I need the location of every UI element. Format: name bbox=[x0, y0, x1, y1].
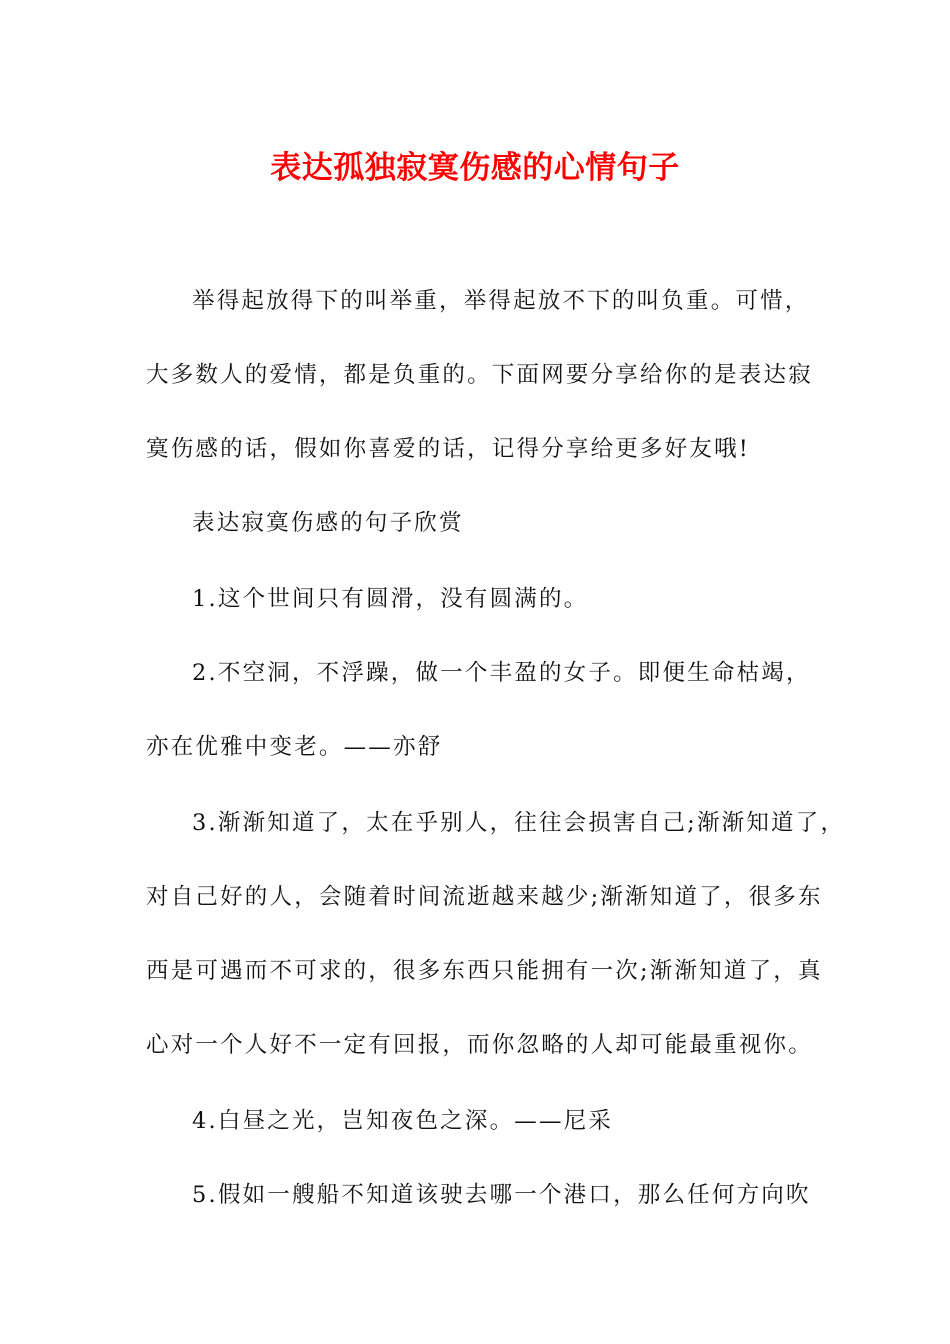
section-heading: 表达寂寞伤感的句子欣赏 bbox=[192, 510, 464, 536]
list-item: 3.渐渐知道了，太在乎别人，往往会损害自己;渐渐知道了， bbox=[192, 810, 846, 836]
list-item: 2.不空洞，不浮躁，做一个丰盈的女子。即便生命枯竭， bbox=[192, 660, 811, 686]
paragraph-line: 心对一个人好不一定有回报，而你忽略的人却可能最重视你。 bbox=[146, 1032, 813, 1058]
paragraph-line: 亦在优雅中变老。——亦舒 bbox=[146, 734, 443, 760]
list-item: 4.白昼之光，岂知夜色之深。——尼采 bbox=[192, 1108, 614, 1134]
list-item: 5.假如一艘船不知道该驶去哪一个港口，那么任何方向吹 bbox=[192, 1182, 811, 1208]
paragraph-line: 寞伤感的话，假如你喜爱的话，记得分享给更多好友哦! bbox=[146, 436, 751, 462]
list-item: 1.这个世间只有圆滑，没有圆满的。 bbox=[192, 586, 589, 612]
paragraph-line: 西是可遇而不可求的，很多东西只能拥有一次;渐渐知道了，真 bbox=[146, 958, 823, 984]
paragraph-line: 对自己好的人，会随着时间流逝越来越少;渐渐知道了，很多东 bbox=[146, 884, 823, 910]
page-title: 表达孤独寂寞伤感的心情句子 bbox=[270, 150, 680, 186]
paragraph-line: 举得起放得下的叫举重，举得起放不下的叫负重。可惜， bbox=[192, 288, 810, 314]
paragraph-line: 大多数人的爱情，都是负重的。下面网要分享给你的是表达寂 bbox=[146, 362, 813, 388]
